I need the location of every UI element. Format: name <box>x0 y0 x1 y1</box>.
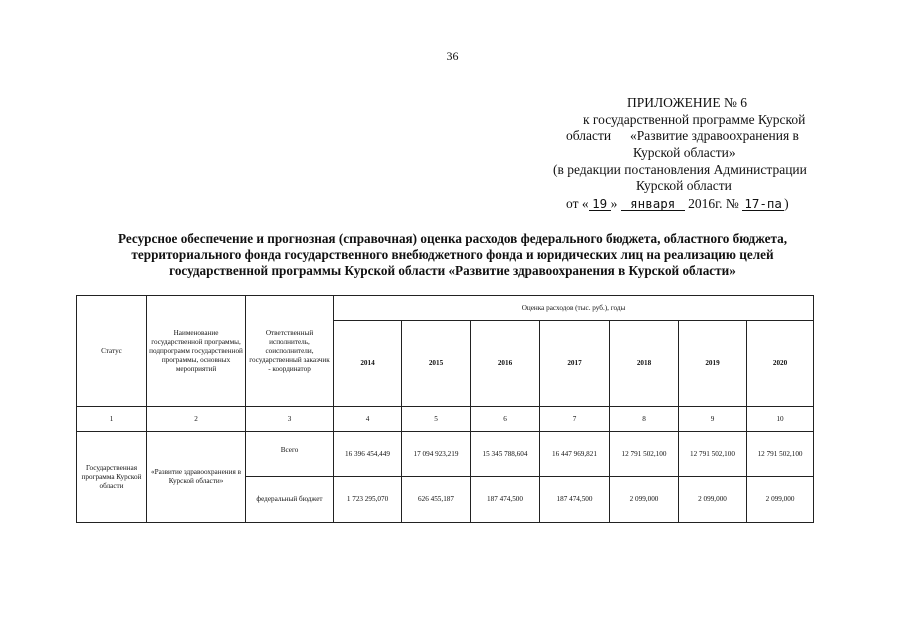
column-number: 7 <box>540 407 610 432</box>
cell-value: 12 791 502,100 <box>747 432 814 477</box>
appendix-title: ПРИЛОЖЕНИЕ № 6 <box>627 95 748 110</box>
appendix-line-2b: «Развитие здравоохранения в <box>630 128 799 143</box>
header-year: 2015 <box>402 321 471 407</box>
cell-value: 1 723 295,070 <box>334 477 402 523</box>
column-number: 9 <box>679 407 747 432</box>
heading-line-1: Ресурсное обеспечение и прогнозная (справочная) оценка расходов федерального бюджета, областного бюджета, <box>118 231 787 246</box>
header-year: 2019 <box>679 321 747 407</box>
appendix-line-1: к государственной программе Курской <box>583 112 806 127</box>
date-mid: » <box>610 196 618 211</box>
column-number: 10 <box>747 407 814 432</box>
page-number: 36 <box>446 49 459 63</box>
cell-value: 12 791 502,100 <box>679 432 747 477</box>
row-label-federal: федеральный бюджет <box>246 477 334 523</box>
header-expenses-group: Оценка расходов (тыс. руб.), годы <box>334 296 814 321</box>
column-number: 2 <box>147 407 246 432</box>
appendix-line-5: Курской области <box>636 178 732 193</box>
cell-value: 2 099,000 <box>679 477 747 523</box>
date-year: 2016г. № <box>688 196 739 211</box>
column-number: 1 <box>77 407 147 432</box>
header-status: Статус <box>77 296 147 407</box>
column-number: 3 <box>246 407 334 432</box>
header-year: 2017 <box>540 321 610 407</box>
row-label-total: Всего <box>246 432 334 477</box>
cell-value: 17 094 923,219 <box>402 432 471 477</box>
appendix-line-2a: области <box>566 128 612 143</box>
header-name: Наименование государственной программы, подпрограмм государственной программы, основных мероприятий <box>147 296 246 407</box>
cell-value: 2 099,000 <box>747 477 814 523</box>
appendix-line-3: Курской области» <box>633 145 736 160</box>
header-year: 2020 <box>747 321 814 407</box>
date-prefix: от « <box>566 196 589 211</box>
cell-value: 626 455,187 <box>402 477 471 523</box>
header-year: 2018 <box>610 321 679 407</box>
date-day: 19 <box>589 197 611 211</box>
cell-value: 12 791 502,100 <box>610 432 679 477</box>
column-number: 6 <box>471 407 540 432</box>
row-program-name: «Развитие здравоохранения в Курской области» <box>147 432 246 523</box>
cell-value: 15 345 788,604 <box>471 432 540 477</box>
header-year: 2016 <box>471 321 540 407</box>
column-number-row <box>77 407 814 432</box>
column-number: 4 <box>334 407 402 432</box>
heading-line-2: территориального фонда государственного внебюджетного фонда и юридических лиц на реализацию целей <box>131 247 774 262</box>
expenses-table <box>76 295 814 523</box>
document-number: 17-па <box>742 197 784 211</box>
cell-value: 16 447 969,821 <box>540 432 610 477</box>
row-status: Государственная программа Курской области <box>77 432 147 523</box>
cell-value: 187 474,500 <box>540 477 610 523</box>
date-month: января <box>621 197 685 211</box>
cell-value: 187 474,500 <box>471 477 540 523</box>
column-number: 5 <box>402 407 471 432</box>
appendix-line-4: (в редакции постановления Администрации <box>553 162 807 177</box>
date-suffix: ) <box>784 196 789 211</box>
table-row <box>77 432 814 477</box>
header-year: 2014 <box>334 321 402 407</box>
header-responsible: Ответственный исполнитель, соисполнители, государственный заказчик - координатор <box>246 296 334 407</box>
cell-value: 2 099,000 <box>610 477 679 523</box>
heading-line-3: государственной программы Курской области «Развитие здравоохранения в Курской области» <box>169 263 736 278</box>
appendix-date-line <box>566 195 789 212</box>
cell-value: 16 396 454,449 <box>334 432 402 477</box>
column-number: 8 <box>610 407 679 432</box>
